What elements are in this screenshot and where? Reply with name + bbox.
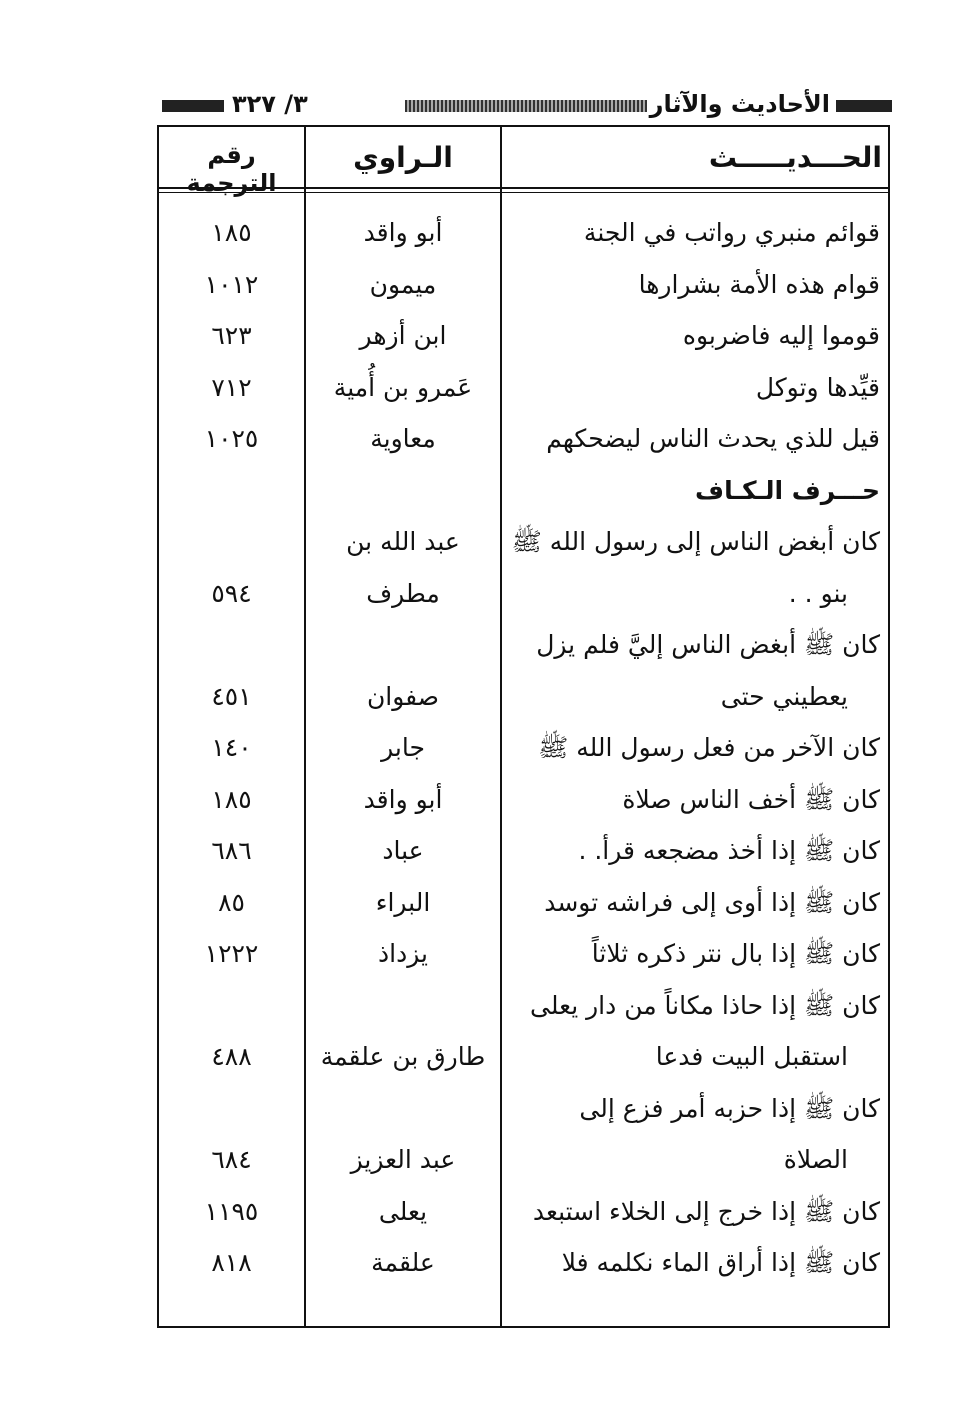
- translation-number-cell: ٤٨٨: [211, 1042, 252, 1071]
- table-row: [159, 928, 888, 980]
- rawi-cell: عباد: [382, 836, 424, 865]
- hadith-cell: كان ﷺ أبغض الناس إليَّ فلم يزل: [536, 630, 880, 659]
- table-row: [159, 722, 888, 774]
- hadith-cell: كان ﷺ إذا خرج إلى الخلاء استبعد: [532, 1196, 880, 1226]
- rawi-cell: علقمة: [371, 1248, 435, 1277]
- table-row: [159, 568, 888, 620]
- page-reference: ٣/ ٣٢٧: [232, 90, 308, 118]
- rawi-cell: مطرف: [366, 578, 440, 608]
- rawi-cell: أبو واقد: [363, 218, 443, 247]
- column-header-hadith: الحـــديـــــث: [708, 141, 882, 174]
- table-row: [159, 1134, 888, 1186]
- rawi-cell: معاوية: [370, 424, 436, 453]
- rawi-cell: ابن أزهر: [359, 321, 447, 350]
- hadith-cell: قوائم منبري رواتب في الجنة: [583, 218, 880, 247]
- table-row: [159, 1031, 888, 1083]
- translation-number-cell: [159, 980, 304, 1032]
- index-table: [157, 125, 890, 1328]
- hadith-cell: قوام هذه الأمة بشرارها: [638, 269, 880, 299]
- translation-number-cell: ٨٥: [218, 887, 245, 917]
- table-row: [159, 825, 888, 877]
- hadith-cell: كان ﷺ إذا أراق الماء نكلمه فلا: [561, 1248, 880, 1277]
- column-header-rawi: الـراوي: [353, 141, 453, 174]
- table-row: [159, 877, 888, 929]
- hadith-cell: كان الآخر من فعل رسول الله ﷺ: [538, 733, 880, 762]
- translation-number-cell: ١٨٥: [211, 218, 252, 247]
- hadith-cell: الصلاة: [783, 1145, 848, 1174]
- table-row: [159, 207, 888, 259]
- rawi-cell: عبد الله بن: [346, 527, 460, 556]
- table-row: [159, 516, 888, 568]
- table-row: [159, 1186, 888, 1238]
- translation-number-cell: [159, 619, 304, 671]
- column-header-number: رقم الترجمة: [186, 141, 277, 197]
- hadith-cell: كان ﷺ إذا أوى إلى فراشه توسد: [544, 887, 880, 917]
- hadith-cell: كان ﷺ إذا أخذ مضجعه قرأ. .: [578, 836, 880, 865]
- hadith-cell: كان ﷺ أخف الناس صلاة: [622, 784, 880, 814]
- translation-number-cell: [159, 1083, 304, 1135]
- translation-number-cell: ٦٨٤: [211, 1145, 252, 1174]
- rawi-cell: طارق بن علقمة: [320, 1042, 486, 1071]
- table-row: [159, 310, 888, 362]
- table-row: [159, 1237, 888, 1289]
- hadith-cell: كان ﷺ إذا بال نتر ذكره ثلاثاً: [591, 939, 880, 968]
- rawi-cell: البراء: [375, 887, 431, 917]
- hadith-cell: كان ﷺ إذا حزبه أمر فزع إلى: [579, 1093, 880, 1123]
- translation-number-cell: ٦٨٦: [211, 836, 252, 865]
- rawi-cell: [306, 465, 500, 517]
- rawi-cell: [306, 980, 500, 1032]
- table-row: [159, 671, 888, 723]
- hadith-cell: بنو . .: [788, 578, 848, 608]
- table-row: [159, 465, 888, 517]
- table-row: [159, 362, 888, 414]
- translation-number-cell: ٧١٢: [211, 372, 252, 402]
- book-title: الأحاديث والآثار: [649, 90, 830, 118]
- translation-number-cell: ١٢٢٢: [204, 939, 259, 968]
- rawi-cell: يزداذ: [378, 939, 428, 968]
- section-heading: حـــرف الـكـاف: [695, 475, 880, 505]
- header-ornament-bar: [836, 100, 892, 112]
- translation-number-cell: ١٠٢٥: [204, 424, 259, 453]
- rawi-cell: [306, 1083, 500, 1135]
- table-row: [159, 1083, 888, 1135]
- table-row: [159, 259, 888, 311]
- hadith-cell: قيل للذي يحدث الناس ليضحكهم: [546, 424, 880, 453]
- translation-number-cell: ١٤٠: [211, 733, 252, 762]
- table-row: [159, 774, 888, 826]
- hadith-cell: كان أبغض الناس إلى رسول الله ﷺ: [511, 527, 880, 556]
- translation-number-cell: [159, 516, 304, 568]
- rawi-cell: جابر: [381, 733, 425, 762]
- table-row: [159, 413, 888, 465]
- translation-number-cell: ١٠١٢: [204, 269, 259, 299]
- rawi-cell: يعلى: [378, 1196, 428, 1226]
- table-row: [159, 980, 888, 1032]
- hadith-cell: يعطيني حتى: [720, 681, 848, 711]
- translation-number-cell: ٥٩٤: [211, 578, 252, 608]
- header-ornament-bar: [162, 100, 224, 112]
- translation-number-cell: ٨١٨: [211, 1248, 252, 1277]
- hadith-cell: قيِّدها وتوكل: [755, 372, 880, 402]
- table-row: [159, 619, 888, 671]
- hadith-cell: كان ﷺ إذا حاذا مكاناً من دار يعلى: [530, 990, 880, 1020]
- translation-number-cell: [159, 465, 304, 517]
- hadith-cell: قوموا إليه فاضربوه: [682, 321, 880, 350]
- translation-number-cell: ١٨٥: [211, 784, 252, 814]
- header-ornament-bar: [405, 100, 647, 112]
- rawi-cell: أبو واقد: [363, 784, 443, 814]
- rawi-cell: صفوان: [366, 681, 440, 711]
- translation-number-cell: ٤٥١: [211, 681, 252, 711]
- translation-number-cell: ١١٩٥: [204, 1196, 259, 1226]
- rawi-cell: ميمون: [369, 269, 437, 299]
- rawi-cell: عبد العزيز: [350, 1145, 456, 1174]
- translation-number-cell: ٦٢٣: [211, 321, 252, 350]
- rawi-cell: [306, 619, 500, 671]
- rawi-cell: عَمرو بن أُمية: [333, 372, 473, 402]
- running-header: [162, 90, 892, 124]
- hadith-cell: استقبل البيت فدعا: [655, 1042, 848, 1071]
